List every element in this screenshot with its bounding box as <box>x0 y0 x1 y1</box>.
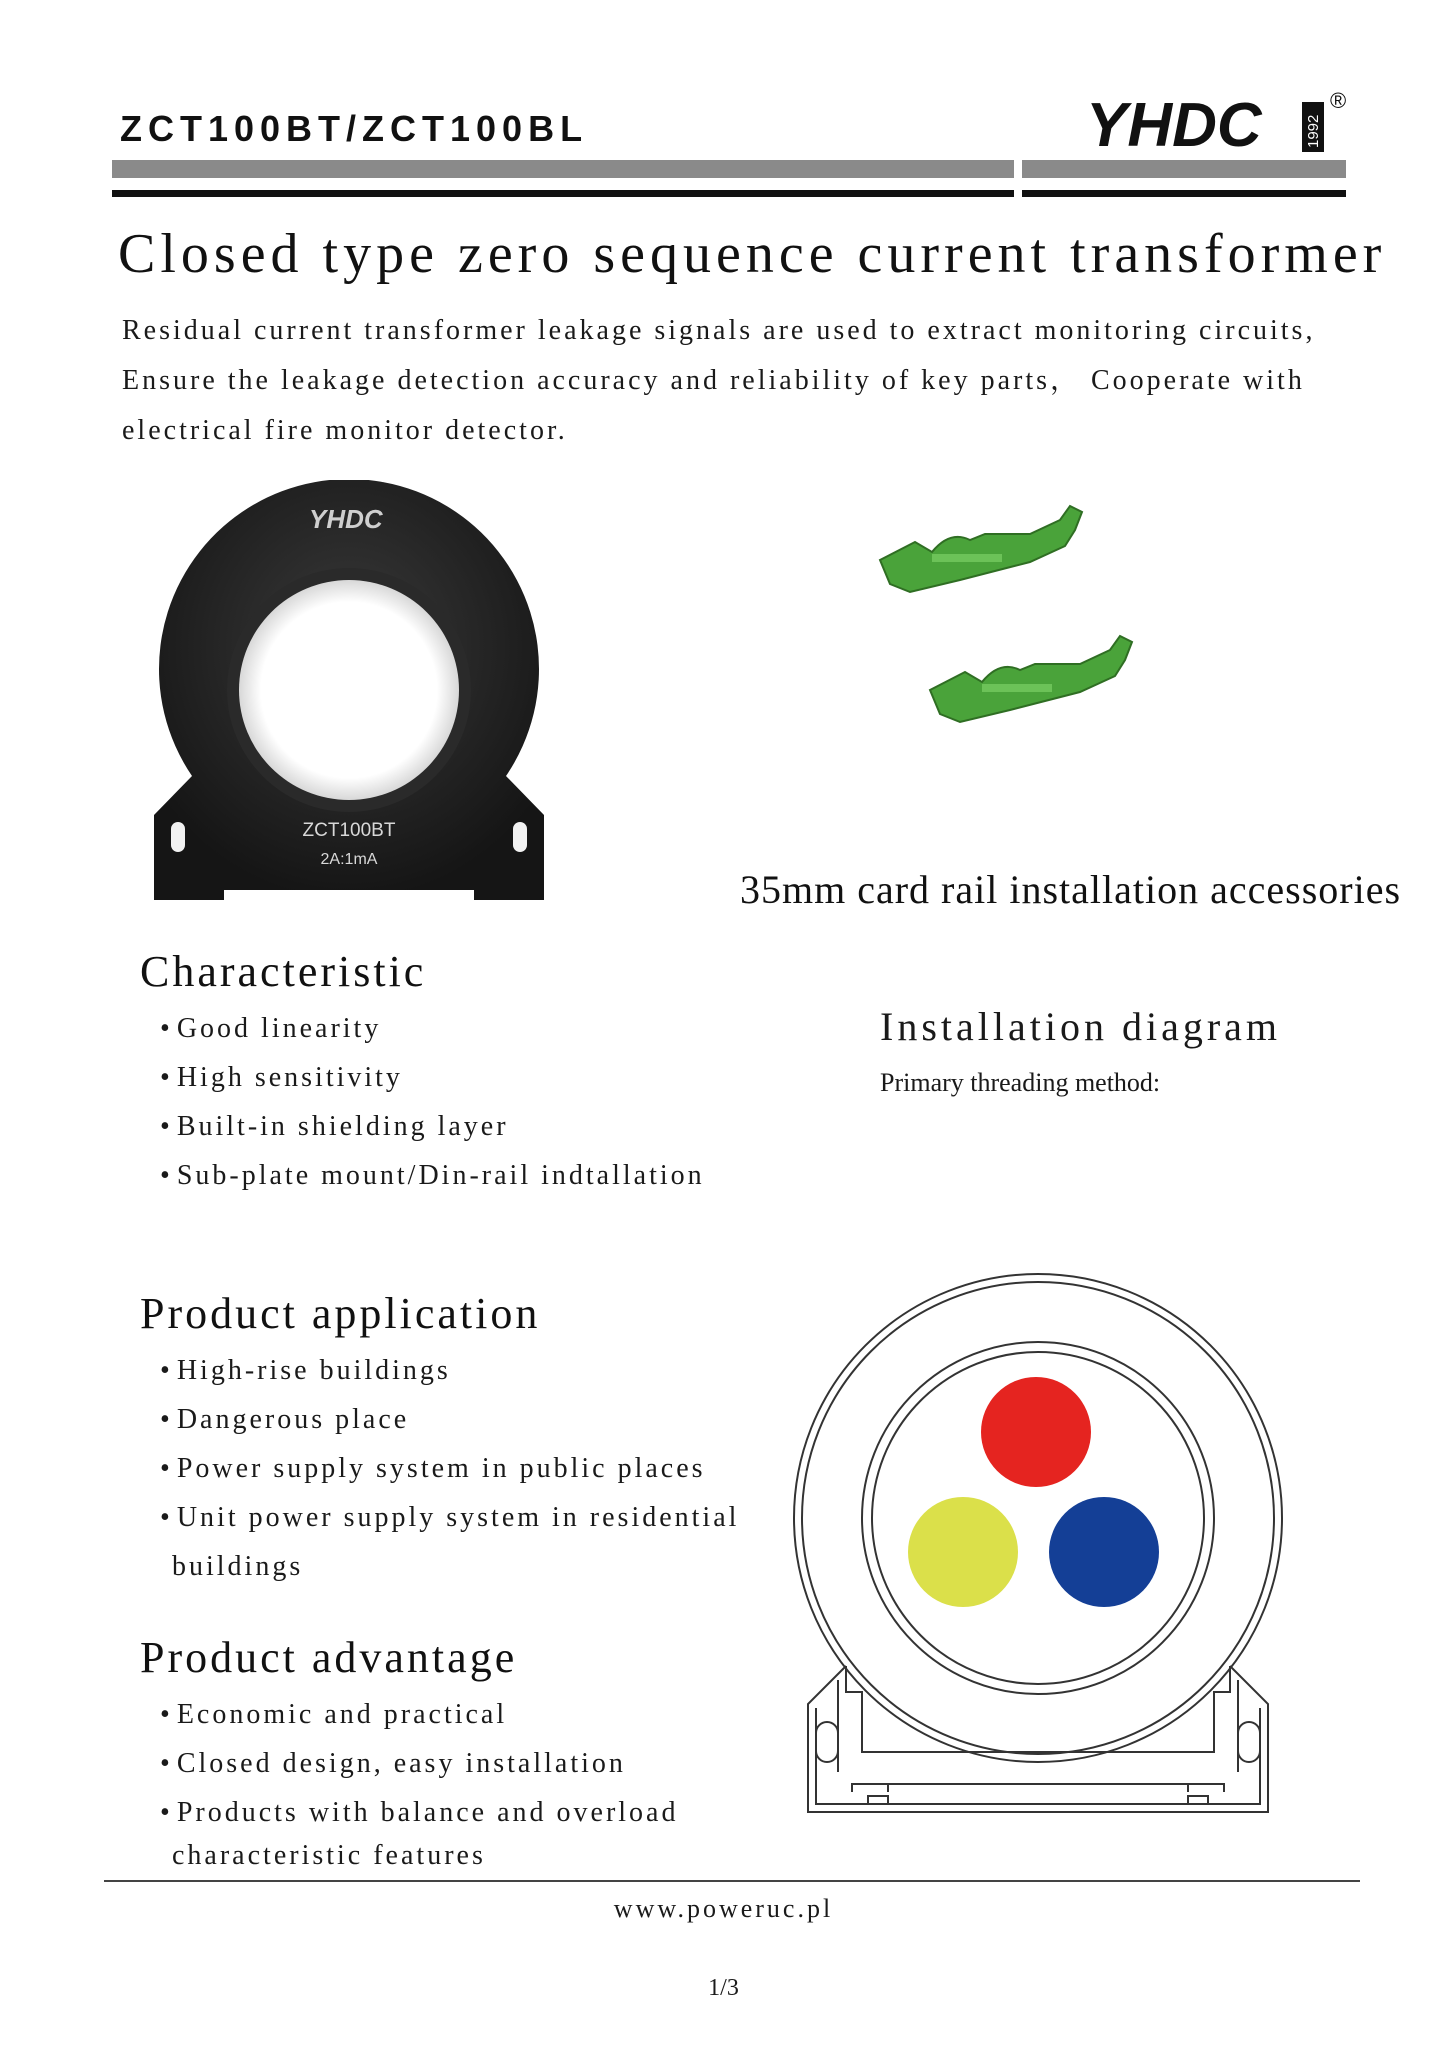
bullet-icon: • <box>160 1111 173 1142</box>
list-item: • Dangerous place <box>160 1404 410 1435</box>
characteristic-title: Characteristic <box>140 947 427 996</box>
header-rule-right <box>1022 190 1346 197</box>
list-item: • Built-in shielding layer <box>160 1111 509 1142</box>
header-rule-left <box>112 190 1014 197</box>
bullet-icon: • <box>160 1699 173 1730</box>
footer-rule <box>104 1880 1360 1882</box>
bullet-icon: • <box>160 1404 173 1435</box>
header-bar-left <box>112 160 1014 178</box>
intro-line: Ensure the leakage detection accuracy and reliability of key parts， Cooperate with <box>122 365 1305 396</box>
list-item: • High sensitivity <box>160 1062 403 1093</box>
product-photo <box>144 480 554 915</box>
installation-diagram <box>778 1272 1298 1833</box>
photo-brand: YHDC <box>309 504 383 534</box>
accessories-caption: 35mm card rail installation accessories <box>740 867 1402 912</box>
registered-mark: ® <box>1330 88 1347 113</box>
list-item: • Products with balance and overload <box>160 1797 679 1828</box>
bullet-icon: • <box>160 1797 173 1828</box>
installation-subtitle: Primary threading method: <box>880 1068 1161 1097</box>
photo-model-label: ZCT100BT <box>302 820 396 841</box>
installation-title: Installation diagram <box>880 1004 1282 1049</box>
bullet-icon: • <box>160 1062 173 1093</box>
brand-logo-text: YHDC <box>1086 91 1262 160</box>
list-item-continuation: characteristic features <box>172 1840 486 1871</box>
list-item: • High-rise buildings <box>160 1355 451 1386</box>
bullet-icon: • <box>160 1013 173 1044</box>
list-item: • Unit power supply system in residential <box>160 1502 740 1533</box>
intro-line: electrical fire monitor detector. <box>122 415 568 446</box>
advantage-list <box>160 1690 678 1875</box>
list-item: • Economic and practical <box>160 1699 508 1730</box>
brand-logo <box>1080 86 1360 171</box>
page-title: Closed type zero sequence current transformer <box>118 223 1387 285</box>
header-model: ZCT100BT/ZCT100BL <box>120 108 589 149</box>
intro-paragraph <box>122 306 1382 456</box>
list-item: • Sub-plate mount/Din-rail indtallation <box>160 1160 705 1191</box>
advantage-title: Product advantage <box>140 1633 518 1682</box>
bullet-icon: • <box>160 1355 173 1386</box>
application-list <box>160 1346 739 1591</box>
photo-ratio-label: 2A:1mA <box>320 851 378 868</box>
bullet-icon: • <box>160 1453 173 1484</box>
list-item-continuation: buildings <box>172 1551 304 1582</box>
din-rail-accessories-photo <box>870 500 1170 785</box>
conductor-blue <box>1049 1497 1159 1607</box>
header-bar-right <box>1022 160 1346 178</box>
intro-line: Residual current transformer leakage signals are used to extract monitoring circuits, <box>122 315 1316 346</box>
conductor-yellow <box>908 1497 1018 1607</box>
bullet-icon: • <box>160 1748 173 1779</box>
bullet-icon: • <box>160 1160 173 1191</box>
characteristic-list <box>160 1004 705 1200</box>
footer-url[interactable]: www.poweruc.pl <box>613 1894 834 1923</box>
application-title: Product application <box>140 1289 541 1338</box>
list-item: • Closed design, easy installation <box>160 1748 626 1779</box>
page-number: 1/3 <box>708 1975 739 2001</box>
conductor-red <box>981 1377 1091 1487</box>
list-item: • Good linearity <box>160 1013 382 1044</box>
brand-logo-year: 1992 <box>1305 114 1322 148</box>
bullet-icon: • <box>160 1502 173 1533</box>
list-item: • Power supply system in public places <box>160 1453 706 1484</box>
